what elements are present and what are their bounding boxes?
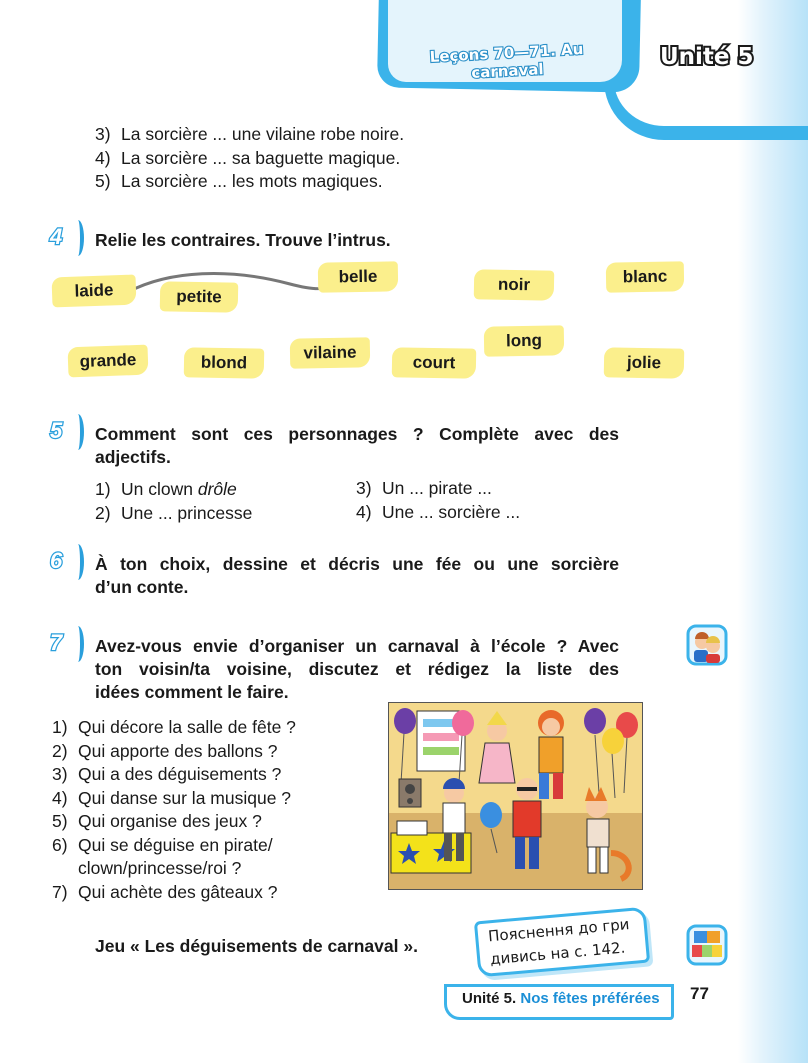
exercise-4-instruction: Relie les contraires. Trouve l’intrus. <box>95 230 391 250</box>
exercise-6-instruction-line2: d’un conte. <box>95 577 189 597</box>
word-vilaine: vilaine <box>290 337 371 368</box>
exercise-7-instruction-line2: ton voisin/ta voisine, discutez et rédigez la liste des <box>95 659 619 679</box>
pair-work-icon <box>686 624 730 668</box>
exercise-5-right-items <box>356 477 520 524</box>
exercise-7-instruction-line3: idées comment le faire. <box>95 682 289 702</box>
game-note-line2: дивись на с. 142. <box>489 938 627 969</box>
footer-chapter: Nos fêtes préférées <box>520 990 660 1007</box>
list-item: 3) La sorcière ... une vilaine robe noire. <box>95 124 405 144</box>
game-note <box>474 907 650 978</box>
exercise-6-instruction-line1: À ton choix, dessine et décris une fée ou une sorcière <box>95 554 619 574</box>
list-item: 3) Qui a des déguisements ? <box>52 764 282 784</box>
unit-title: Unité 5 <box>660 44 754 70</box>
word-petite: petite <box>160 281 239 312</box>
word-long: long <box>484 325 565 356</box>
exercise-6-number: 6 <box>50 548 63 573</box>
list-item: 4) Qui danse sur la musique ? <box>52 787 292 808</box>
list-item: 1) Qui décore la salle de fête ? <box>52 717 296 737</box>
footer-unit: Unité 5. <box>462 990 517 1007</box>
exercise-7-number: 7 <box>50 630 63 655</box>
list-item: 4) Une ... sorcière ... <box>356 501 521 522</box>
carnival-illustration <box>388 702 643 890</box>
word-blanc: blanc <box>606 261 685 292</box>
page-number: 77 <box>690 984 709 1003</box>
list-item: 2) Qui apporte des ballons ? <box>52 740 278 761</box>
list-item: 2) Une ... princesse <box>95 502 253 523</box>
lesson-title: Leçons 70—71. Au carnaval <box>429 40 584 82</box>
exercise-7-bracket <box>72 626 84 662</box>
list-item: 7) Qui achète des gâteaux ? <box>52 881 278 902</box>
word-noir: noir <box>474 269 555 300</box>
list-item: 5) Qui organise des jeux ? <box>52 811 262 831</box>
exercise-5-bracket <box>72 414 84 450</box>
footer-title <box>462 990 660 1007</box>
word-blond: blond <box>184 347 265 378</box>
word-grande: grande <box>68 345 149 378</box>
list-item: 3) Un ... pirate ... <box>356 478 492 498</box>
list-item: 5) La sorcière ... les mots magiques. <box>95 171 383 191</box>
exercise-5-number: 5 <box>50 418 63 443</box>
word-laide: laide <box>52 275 137 308</box>
exercise-5-instruction-line2: adjectifs. <box>95 447 171 467</box>
list-item: 1) Un clown drôle <box>95 479 237 499</box>
list-item: 6) Qui se déguise en pirate/ <box>52 834 273 855</box>
word-jolie: jolie <box>604 347 685 378</box>
game-note-line1: Пояснення до гри <box>487 915 631 946</box>
exercise-6-bracket <box>72 544 84 580</box>
word-belle: belle <box>318 261 399 292</box>
exercise-7-questions <box>52 716 296 904</box>
list-item: clown/princesse/roi ? <box>78 858 242 878</box>
exercise-7-instruction-line1: Avez-vous envie d’organiser un carnaval à l’école ? Avec <box>95 636 619 656</box>
game-icon <box>686 924 728 964</box>
word-court: court <box>392 347 477 378</box>
list-item: 4) La sorcière ... sa baguette magique. <box>95 147 401 168</box>
game-title: Jeu « Les déguisements de carnaval ». <box>95 936 418 956</box>
exercise-5-instruction-line1: Comment sont ces personnages ? Complète avec des <box>95 424 619 444</box>
exercise-4-number: 4 <box>50 224 63 249</box>
exercise-5-left-items <box>95 478 252 525</box>
